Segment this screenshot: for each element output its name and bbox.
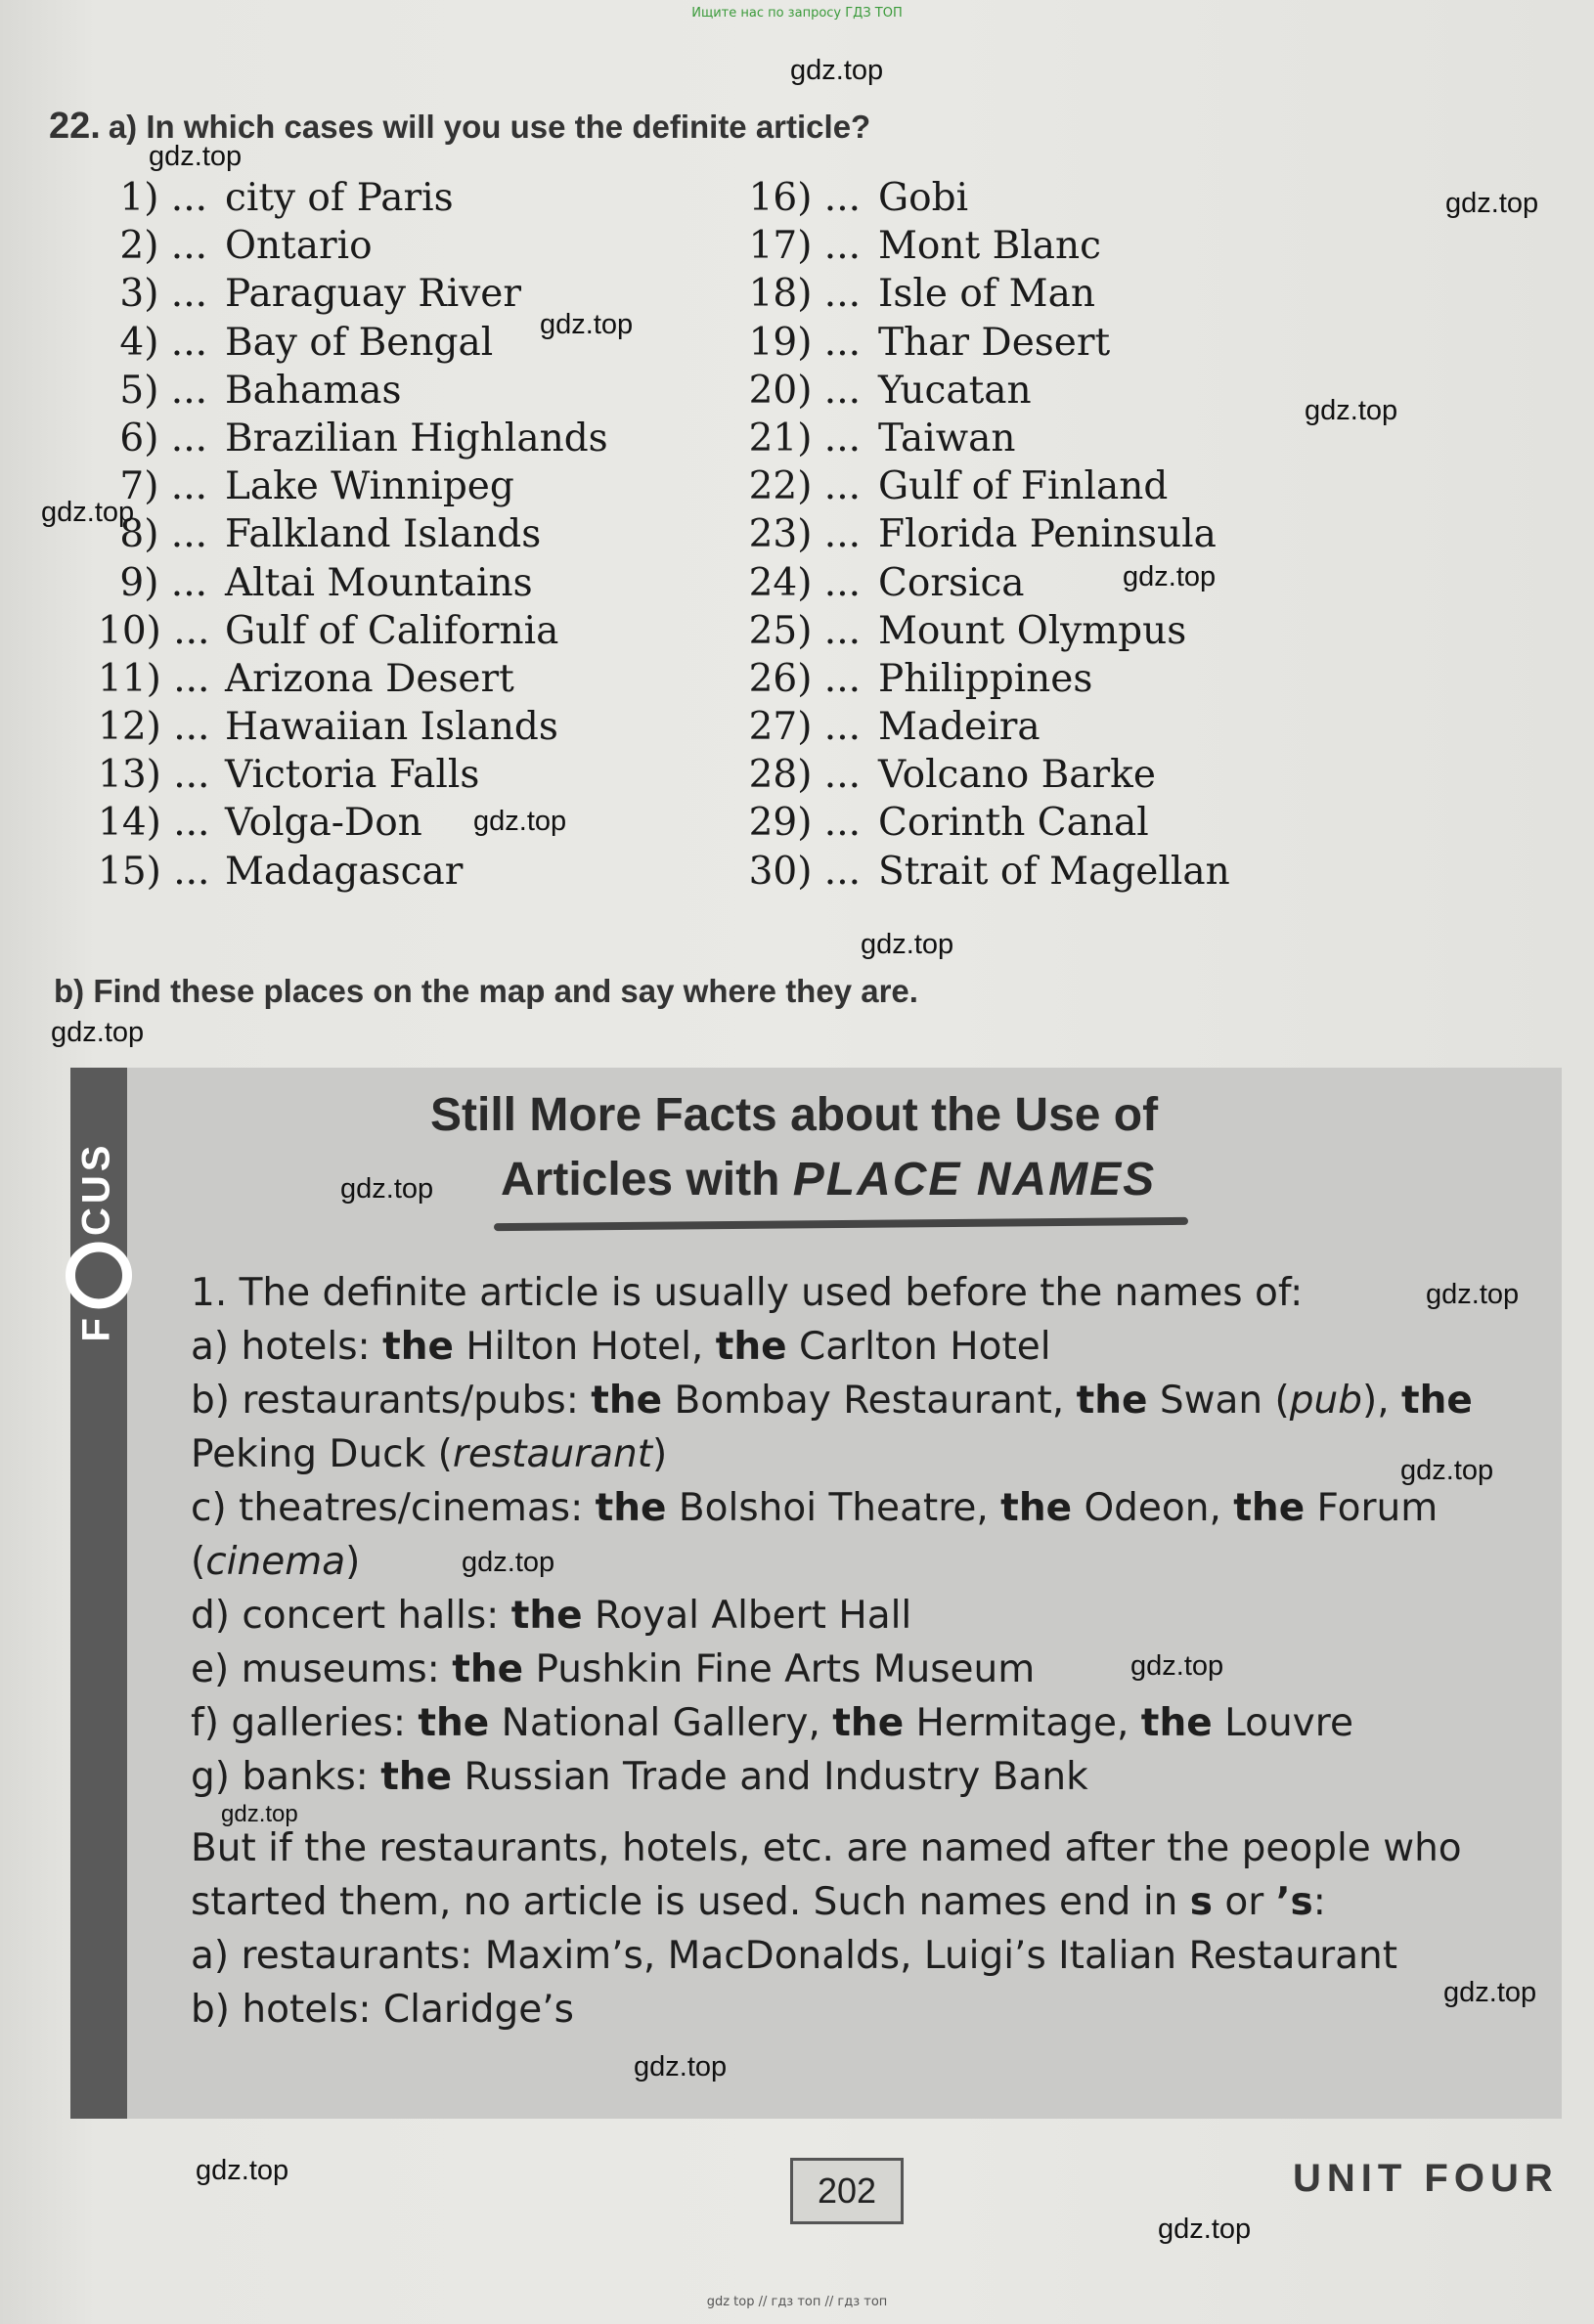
watermark: gdz.top	[1426, 1279, 1520, 1310]
list-item: 25) ... Mount Olympus	[748, 608, 1187, 653]
watermark: gdz.top	[861, 929, 954, 960]
bottom-banner[interactable]: gdz top // гдз топ // гдз топ	[706, 2295, 888, 2309]
watermark: gdz.top	[1158, 2214, 1252, 2245]
list-item: 29) ... Corinth Canal	[748, 801, 1149, 846]
list-item: 4) ... Bay of Bengal	[119, 320, 494, 365]
list-item: 26) ... Philippines	[748, 656, 1093, 701]
page-number: 202	[790, 2158, 904, 2224]
list-item: 10) ... Gulf of California	[98, 608, 559, 653]
list-item: 24) ... Corsica	[748, 560, 1025, 605]
focus-text	[191, 1266, 1501, 2037]
exercise-number: 22.	[49, 106, 101, 147]
list-item: 21) ... Taiwan	[748, 416, 1016, 460]
list-item: 30) ... Strait of Magellan	[748, 849, 1230, 894]
watermark: gdz.top	[41, 497, 135, 528]
watermark: gdz.top	[51, 1017, 145, 1048]
list-item: 19) ... Thar Desert	[748, 320, 1111, 365]
list-item: 15) ... Madagascar	[98, 849, 464, 894]
list-item: 1) ... city of Paris	[119, 176, 454, 220]
list-item: 16) ... Gobi	[748, 176, 969, 220]
exception-intro: But if the restaurants, hotels, etc. are named after the people who started them, no article is used. Such names end in s or ’s:	[191, 1826, 1462, 1924]
rule-f: f) galleries: the National Gallery, the Hermitage, the Louvre	[191, 1701, 1353, 1745]
watermark: gdz.top	[1443, 1977, 1537, 2008]
rule-e: e) museums: the Pushkin Fine Arts Museum	[191, 1647, 1036, 1691]
rule-a: a) hotels: the Hilton Hotel, the Carlton Hotel	[191, 1325, 1051, 1369]
rule-c: c) theatres/cinemas: the Bolshoi Theatre, the Odeon, the Forum (cinema)	[191, 1486, 1439, 1584]
list-item: 13) ... Victoria Falls	[98, 753, 480, 798]
watermark: gdz.top	[473, 806, 567, 837]
watermark: gdz.top	[149, 141, 243, 172]
watermark: gdz.top	[790, 55, 884, 86]
watermark: gdz.top	[462, 1547, 555, 1578]
list-item: 11) ... Arizona Desert	[98, 656, 514, 701]
list-item: 14) ... Volga-Don	[98, 801, 422, 846]
watermark: gdz.top	[1123, 561, 1217, 592]
list-item: 7) ... Lake Winnipeg	[119, 464, 514, 509]
list-item: 17) ... Mont Blanc	[748, 224, 1101, 269]
focus-heading	[391, 1083, 1369, 1212]
list-item: 23) ... Florida Peninsula	[748, 512, 1217, 557]
list-item: 9) ... Altai Mountains	[119, 560, 533, 605]
list-item: 27) ... Madeira	[748, 705, 1041, 750]
rule-b: b) restaurants/pubs: the Bombay Restaurant, the Swan (pub), the Peking Duck (restaurant)	[191, 1379, 1473, 1476]
watermark: gdz.top	[340, 1173, 434, 1205]
list-item: 28) ... Volcano Barke	[748, 753, 1156, 798]
exercise-part-b: b) Find these places on the map and say where they are.	[54, 973, 918, 1009]
focus-side-label: FCUS	[66, 1142, 132, 1342]
list-item: 2) ... Ontario	[119, 224, 373, 269]
places-list-right	[743, 174, 1230, 896]
list-item: 20) ... Yucatan	[748, 368, 1032, 413]
top-banner[interactable]: Ищите нас по запросу ГДЗ ТОП	[691, 6, 903, 21]
exception-b: b) hotels: Claridge’s	[191, 1988, 574, 2032]
list-item: 6) ... Brazilian Highlands	[119, 416, 608, 460]
watermark: gdz.top	[634, 2051, 728, 2083]
places-list-left	[98, 174, 608, 896]
watermark: gdz.top	[1305, 395, 1398, 426]
focus-heading-line1: Still More Facts about the Use of	[430, 1089, 1159, 1141]
rule-g: g) banks: the Russian Trade and Industry Bank	[191, 1755, 1088, 1799]
watermark: gdz.top	[540, 309, 634, 340]
watermark: gdz.top	[1130, 1650, 1224, 1682]
list-item: 5) ... Bahamas	[119, 368, 402, 413]
list-item: 18) ... Isle of Man	[748, 272, 1095, 317]
list-item: 22) ... Gulf of Finland	[748, 464, 1169, 509]
watermark: gdz.top	[196, 2155, 289, 2186]
focus-circle-icon	[66, 1242, 132, 1308]
exception-a: a) restaurants: Maxim’s, MacDonalds, Luigi’s Italian Restaurant	[191, 1934, 1398, 1978]
watermark: gdz.top	[1400, 1455, 1494, 1486]
exercise-part-a: a) In which cases will you use the definite article?	[108, 109, 871, 145]
rule-intro: 1. The definite article is usually used before the names of:	[191, 1271, 1304, 1315]
list-item: 12) ... Hawaiian Islands	[98, 705, 558, 750]
watermark: gdz.top	[221, 1801, 298, 1827]
unit-label: UNIT FOUR	[1293, 2157, 1559, 2200]
list-item: 8) ... Falkland Islands	[119, 512, 542, 557]
rule-d: d) concert halls: the Royal Albert Hall	[191, 1594, 912, 1638]
list-item: 3) ... Paraguay River	[119, 272, 521, 317]
watermark: gdz.top	[1445, 188, 1539, 219]
focus-heading-line2: Articles with PLACE NAMES	[501, 1154, 1157, 1206]
